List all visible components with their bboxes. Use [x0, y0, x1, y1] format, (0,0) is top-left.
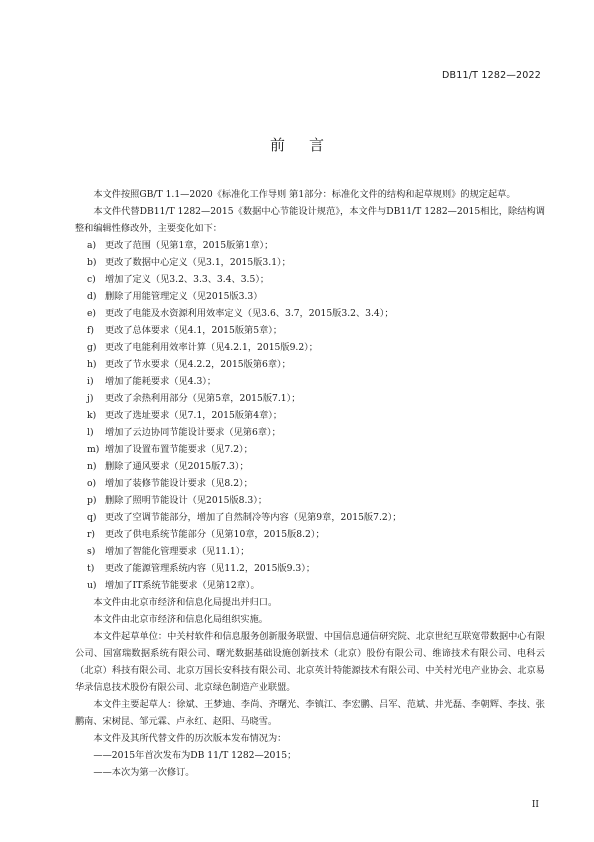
organizer-paragraph: 本文件由北京市经济和信息化局组织实施。 [93, 614, 268, 625]
change-item-label: m) [87, 444, 100, 455]
change-list-item [87, 288, 545, 305]
change-item-label: j) [87, 393, 94, 404]
change-item-text: 增加了智能化管理要求（见11.1）； [105, 546, 250, 557]
change-item-text: 更改了电能及水资源利用效率定义（见3.6、3.7，2015版3.2、3.4）； [105, 308, 394, 319]
change-list-item [87, 441, 545, 458]
intro-paragraph: 本文件按照GB/T 1.1—2020《标准化工作导则 第1部分：标准化文件的结构和起草规则》的规定起草。 [93, 189, 516, 200]
change-item-label: p) [87, 495, 97, 506]
change-list-item [87, 458, 545, 475]
change-item-label: b) [87, 257, 97, 268]
document-code: DB11/T 1282—2022 [442, 70, 541, 81]
change-item-label: i) [87, 376, 94, 387]
change-item-label: k) [87, 410, 97, 421]
page-number: II [531, 800, 539, 810]
change-item-label: s) [87, 546, 96, 557]
change-list-item [87, 577, 545, 594]
change-item-text: 更改了范围（见第1章，2015版第1章）； [105, 240, 274, 251]
change-item-label: u) [87, 580, 97, 591]
change-item-label: d) [87, 291, 97, 302]
change-item-text: 增加了定义（见3.2、3.3、3.4、3.5）； [105, 274, 270, 285]
history-line: ——2015年首次发布为DB 11/T 1282—2015； [93, 750, 297, 761]
change-item-text: 删除了用能管理定义（见2015版3.3） [105, 291, 263, 302]
change-item-text: 更改了空调节能部分，增加了自然制冷等内容（见第9章，2015版7.2）； [105, 512, 402, 523]
change-list-item [87, 356, 545, 373]
change-item-text: 更改了节水要求（见4.2.2，2015版第6章）； [105, 359, 291, 370]
change-list-item [87, 560, 545, 577]
change-list-item [87, 492, 545, 509]
history-intro: 本文件及其所代替文件的历次版本发布情况为： [93, 733, 287, 744]
change-item-label: c) [87, 274, 96, 285]
change-list-item [87, 373, 545, 390]
change-item-text: 增加了云边协同节能设计要求（见第6章）； [105, 427, 281, 438]
change-item-text: 增加了设置布置节能要求（见7.2）； [105, 444, 253, 455]
change-item-text: 更改了总体要求（见4.1，2015版第5章）； [105, 325, 283, 336]
change-item-text: 更改了供电系统节能部分（见第10章，2015版8.2）； [105, 529, 325, 540]
change-item-text: 删除了照明节能设计（见2015版8.3）； [105, 495, 268, 506]
change-list-item [87, 424, 545, 441]
change-item-label: r) [87, 529, 95, 540]
page-title: 前言 [269, 136, 348, 154]
change-item-label: q) [87, 512, 97, 523]
change-list-item [87, 322, 545, 339]
change-item-label: e) [87, 308, 97, 319]
change-item-text: 更改了余热利用部分（见第5章，2015版7.1）； [105, 393, 301, 404]
change-list-item [87, 407, 545, 424]
change-item-text: 更改了能源管理系统内容（见11.2，2015版9.3）； [105, 563, 316, 574]
preface-body [75, 186, 545, 781]
change-list-item [87, 237, 545, 254]
change-list-item [87, 390, 545, 407]
change-list-item [87, 339, 545, 356]
change-list-item [87, 254, 545, 271]
change-item-text: 更改了电能利用效率计算（见4.2.1，2015版9.2）； [105, 342, 318, 353]
change-item-label: n) [87, 461, 97, 472]
change-item-label: g) [87, 342, 97, 353]
change-item-label: h) [87, 359, 97, 370]
change-item-text: 增加了IT系统节能要求（见第12章）。 [105, 580, 260, 591]
drafters-paragraph: 本文件主要起草人：徐斌、王梦迪、李尚、齐曙光、李镇江、李宏鹏、吕军、范斌、井光磊、李朝辉、李技、张鹏南、宋树昆、邹元霖、卢永红、赵阳、马晓雪。 [75, 699, 545, 727]
replacement-paragraph: 本文件代替DB11/T 1282—2015《数据中心节能设计规范》，本文件与DB11/T 1282—2015相比，除结构调整和编辑性修改外，主要变化如下： [75, 206, 545, 234]
change-list-item [87, 543, 545, 560]
change-list-item [87, 475, 545, 492]
change-item-text: 增加了能耗要求（见4.3）； [105, 376, 217, 387]
change-item-text: 更改了数据中心定义（见3.1，2015版3.1）； [105, 257, 291, 268]
change-item-label: a) [87, 240, 97, 251]
change-item-label: t) [87, 563, 95, 574]
change-item-label: o) [87, 478, 97, 489]
change-list-item [87, 509, 545, 526]
change-item-text: 删除了通风要求（见2015版7.3）； [105, 461, 249, 472]
change-list [87, 237, 545, 594]
drafting-units-paragraph: 本文件起草单位：中关村软件和信息服务创新服务联盟、中国信息通信研究院、北京世纪互联宽带数据中心有限公司、国富瑞数据系统有限公司、曙光数据基础设施创新技术（北京）股份有限公司、维谛技术有限公司、电科云（北京）科技有限公司、北京万国长安科技有限公司、北京英计特能源技术有限公司、中关村光电产业协会、北京易华录信息技术股份有限公司、北京绿色制造产业联盟。 [75, 631, 545, 693]
proposer-paragraph: 本文件由北京市经济和信息化局提出并归口。 [93, 597, 278, 608]
change-item-label: l) [87, 427, 94, 438]
change-list-item [87, 305, 545, 322]
change-item-text: 增加了装修节能设计要求（见8.2）； [105, 478, 253, 489]
change-list-item [87, 526, 545, 543]
history-line: ——本次为第一次修订。 [93, 767, 195, 778]
change-list-item [87, 271, 545, 288]
change-item-label: f) [87, 325, 94, 336]
change-item-text: 更改了选址要求（见7.1，2015版第4章）； [105, 410, 283, 421]
